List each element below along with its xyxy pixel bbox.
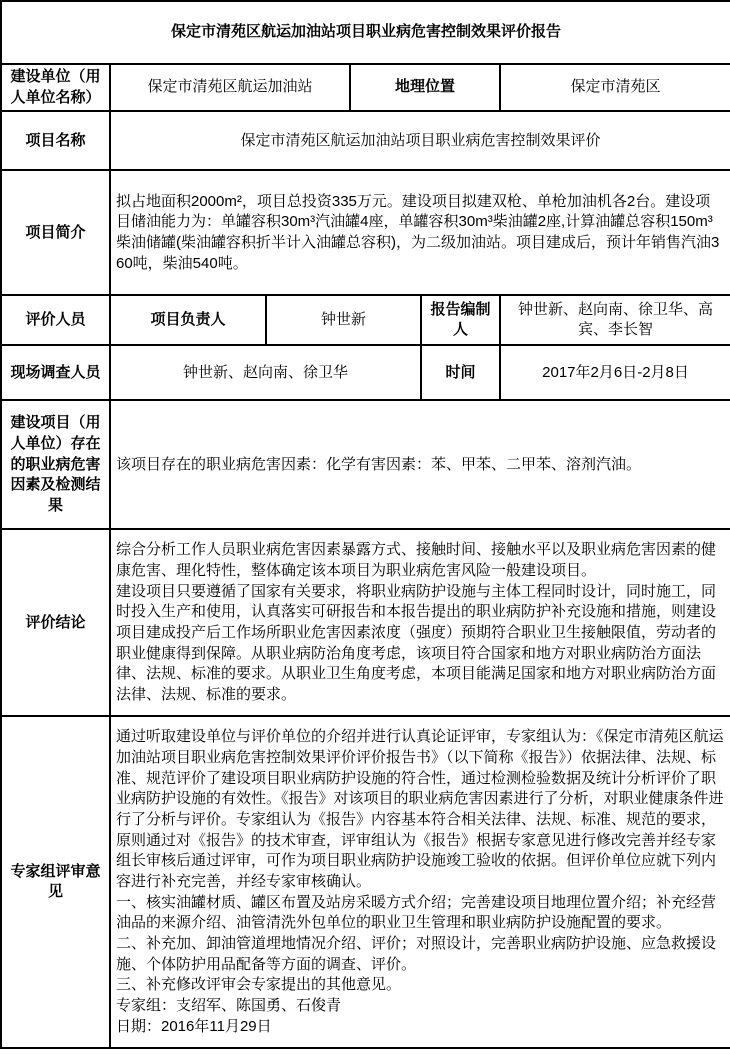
expert-label: 专家组评审意见 xyxy=(1,716,110,1048)
leader-name: 钟世新 xyxy=(266,295,421,345)
hazards-text: 该项目存在的职业病危害因素：化学有害因素：苯、甲苯、二甲苯、溶剂汽油。 xyxy=(110,400,730,529)
report-title: 保定市清苑区航运加油站项目职业病危害控制效果评价报告 xyxy=(170,23,561,41)
expert-paragraph: 通过听取建设单位与评价单位的介绍并进行认真论证评审，专家组认为：《保定市清苑区航运加油站项目职业病危害控制效果评价评价报告书》（以下简称《报告》）依据法律、法规、标准、规范评价了建设项目职业病防护设施的符合性，通过检测检验数据及统计分析评价了职业病防护设施的有效性。《报告》对该项目的职业病危害因素进行了分析，对职业健康条件进行了分析与评价。专家组认为《报告》内容基本符合相关法律、法规、标准、规范的要求，原则通过对《报告》的技术审查，评审组认为《报告》根据专家意见进行修改完善并经专家组长审核后通过评审，可作为项目职业病防护设施竣工验收的依据。但评价单位应就下列内容进行补充完善，并经专家审核确认。 xyxy=(116,728,724,891)
expert-paragraph: 二、补充加、卸油管道埋地情况介绍、评价；对照设计，完善职业病防护设施、应急救援设施、个体防护用品配备等方面的调查、评价。 xyxy=(116,935,717,973)
survey-label: 现场调查人员 xyxy=(1,345,110,400)
conclusion-cell xyxy=(110,529,730,716)
time-value: 2017年2月6日-2月8日 xyxy=(500,345,730,400)
summary-text: 拟占地面积2000m²，项目总投资335万元。建设项目拟建双枪、单枪加油机各2台。建设项目储油能力为：单罐容积30m³汽油罐4座，单罐容积30m³柴油罐2座,计算油罐总容积150m³柴油储罐(柴油罐容积折半计入油罐总容积)，为二级加油站。项目建成后，预计年销售汽油360吨，柴油540吨。 xyxy=(110,170,730,295)
survey-names: 钟世新、赵向南、徐卫华 xyxy=(110,345,421,400)
project-name-label: 项目名称 xyxy=(1,111,110,170)
unit-value: 保定市清苑区航运加油站 xyxy=(110,64,350,111)
expert-cell xyxy=(110,716,730,1048)
conclusion-paragraph: 综合分析工作人员职业病危害因素暴露方式、接触时间、接触水平以及职业病危害因素的健康危害、理化特性，整体确定该本项目为职业病危害风险一般建设项目。 xyxy=(116,541,717,579)
expert-signature: 专家组：支绍军、陈国勇、石俊青 xyxy=(116,997,342,1015)
report-title-cell xyxy=(1,1,730,64)
project-name-value: 保定市清苑区航运加油站项目职业病危害控制效果评价 xyxy=(110,111,730,170)
conclusion-paragraphs xyxy=(116,540,725,706)
conclusion-label: 评价结论 xyxy=(1,529,110,716)
location-label: 地理位置 xyxy=(350,64,500,111)
leader-label: 项目负责人 xyxy=(110,295,266,345)
summary-label: 项目简介 xyxy=(1,170,110,295)
expert-paragraph: 一、核实油罐材质、罐区布置及站房采暖方式介绍；完善建设项目地理位置介绍；补充经营油品的来源介绍、油管清洗外包单位的职业卫生管理和职业病防护设施配置的要求。 xyxy=(116,893,717,932)
hazards-label: 建设项目（用人单位）存在的职业病危害因素及检测结果 xyxy=(1,400,110,529)
evaluators-label: 评价人员 xyxy=(1,295,110,345)
expert-date: 日期：2016年11月29日 xyxy=(116,1017,272,1035)
time-label: 时间 xyxy=(421,345,500,400)
location-value: 保定市清苑区 xyxy=(500,64,730,111)
writer-names: 钟世新、赵向南、徐卫华、高宾、李长智 xyxy=(500,295,730,345)
conclusion-paragraph: 建设项目只要遵循了国家有关要求，将职业病防护设施与主体工程同时设计，同时施工，同时投入生产和使用，认真落实可研报告和本报告提出的职业病防护补充设施和措施，则建设项目建成投产后工作场所职业危害因素浓度（强度）预期符合职业卫生接触限值，劳动者的职业健康得到保障。从职业病防治角度考虑，该项目符合国家和地方对职业病防治方面法律、法规、标准的要求。从职业卫生角度考虑，本项目能满足国家和地方对职业病防治方面法律、法规、标准的要求。 xyxy=(116,582,717,703)
writer-label: 报告编制人 xyxy=(421,295,500,345)
expert-paragraphs xyxy=(116,727,725,1037)
unit-label: 建设单位（用人单位名称） xyxy=(1,64,110,111)
expert-paragraph: 三、补充修改评审会专家提出的其他意见。 xyxy=(116,976,402,994)
